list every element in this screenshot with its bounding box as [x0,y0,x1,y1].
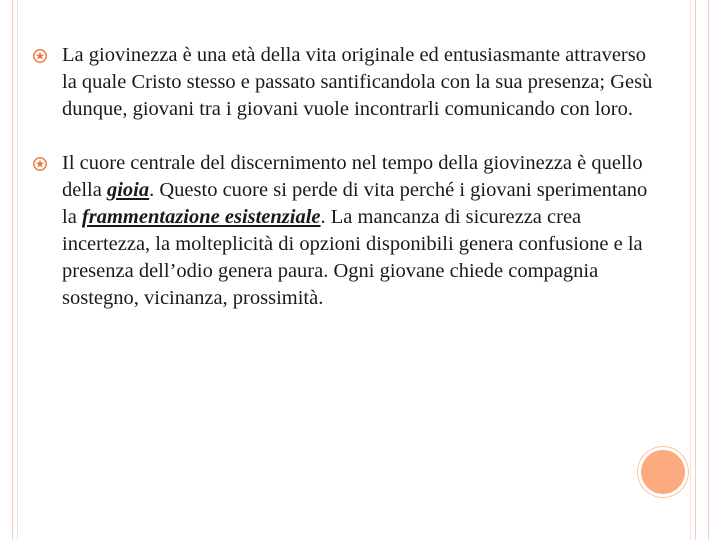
circled-star-icon [33,157,47,171]
bullet-text-part: . La mancanza di sicurezza crea incertezza, la molteplicità di opzioni disponibili genera confusione e la presenza dell’odio genera paura. Ogni giovane chiede compagnia sostegno, vicinanza, prossimità. [62,206,643,309]
right-rule [708,0,709,540]
circled-star-icon [33,49,47,63]
bullet-text-part: La giovinezza è una età della vita originale ed entusiasmante attraverso la quale Cristo stesso e passato santificandola con la sua presenza; Gesù dunque, giovani tra i giovani vuole incontrarli comunicando con loro. [62,44,653,120]
bullet-text-part: . Questo cuore si perde di vita perché i giovani sperimentano la [62,179,648,228]
bullet-text-part: Il cuore centrale del discernimento nel tempo della giovinezza è quello della [62,152,643,201]
emphasized-word: gioia [106,179,150,201]
decorative-circle [641,450,685,494]
bullet-text [62,152,647,309]
emphasized-phrase: frammentazione esistenziale [81,206,321,228]
slide-content [33,42,658,312]
bullet-item [33,150,658,312]
bullet-text [62,44,652,120]
bullet-item [33,42,658,123]
